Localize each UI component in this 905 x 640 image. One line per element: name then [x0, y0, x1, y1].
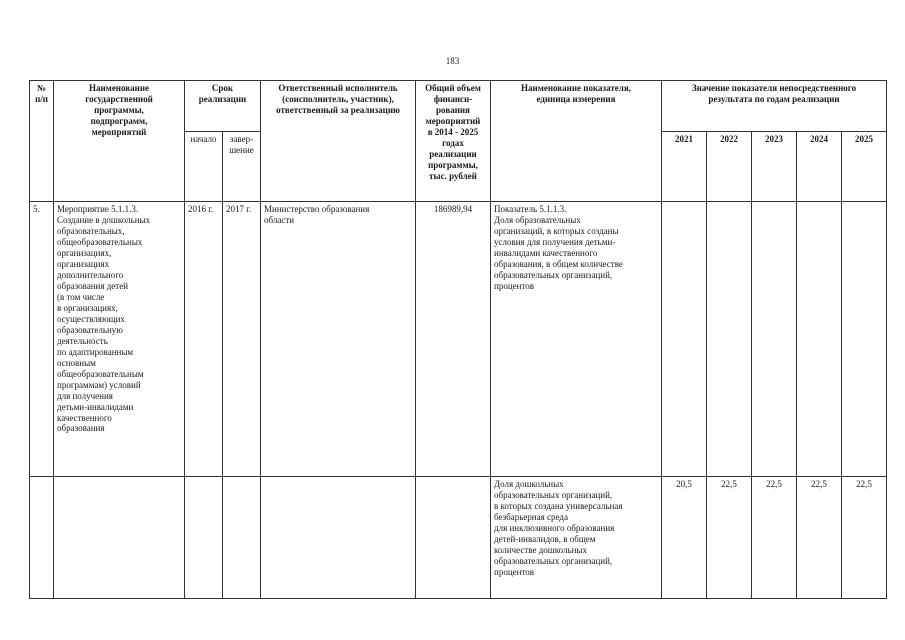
row-start: 2016 г.	[185, 202, 223, 477]
header-name: Наименование государственной программы, подпрограмм, мероприятий	[54, 81, 185, 202]
row-volume: 186989,94	[416, 202, 491, 477]
row-volume	[416, 476, 491, 598]
header-year-2023: 2023	[752, 131, 797, 201]
row-name: Мероприятие 5.1.1.3. Создание в дошкольных образовательных, общеобразовательных организациях, организациях дополнительного образования детей (в том числе в организациях, осуществляющих образовательную деятельность по адаптированным основным общеобразовательным программам) условий для получения детьми-инвалидами качественного образования	[54, 202, 185, 477]
row-start	[185, 476, 223, 598]
header-indicator: Наименование показателя, единица измерения	[491, 81, 662, 202]
header-year-2021: 2021	[662, 131, 707, 201]
row-indicator: Показатель 5.1.1.3. Доля образовательных организаций, в которых созданы условия для получения детьми- инвалидами качественного образования, в общем количестве образовательных организаций, процентов	[491, 202, 662, 477]
table-row	[30, 202, 887, 477]
header-year-2024: 2024	[797, 131, 842, 201]
row-end: 2017 г.	[223, 202, 261, 477]
header-volume: Общий объем финанси- рования мероприятий в 2014 - 2025 годах реализации программы, тыс. рублей	[416, 81, 491, 202]
row-end	[223, 476, 261, 598]
row-indicator: Доля дошкольных образовательных организаций, в которых создана универсальная безбарьерная среда для инклюзивного образования детей-инвалидов, в общем количестве дошкольных образовательных организаций, процентов	[491, 476, 662, 598]
row-value-2021: 20,5	[662, 476, 707, 598]
row-num	[30, 476, 54, 598]
row-value-2023: 22,5	[752, 476, 797, 598]
table-row	[30, 476, 887, 598]
row-value-2025	[842, 202, 887, 477]
row-value-2022: 22,5	[707, 476, 752, 598]
row-value-2024	[797, 202, 842, 477]
header-term-end: завер- шение	[223, 131, 261, 201]
header-year-2022: 2022	[707, 131, 752, 201]
header-num: № п/п	[30, 81, 54, 202]
row-num: 5.	[30, 202, 54, 477]
row-name	[54, 476, 185, 598]
header-executor: Ответственный исполнитель (соисполнитель, участник), ответственный за реализацию	[261, 81, 416, 202]
header-term: Срок реализации	[185, 81, 261, 132]
row-executor	[261, 476, 416, 598]
row-value-2023	[752, 202, 797, 477]
header-row-1	[30, 81, 887, 132]
row-value-2025: 22,5	[842, 476, 887, 598]
program-table	[29, 80, 887, 599]
header-values: Значение показателя непосредственного результата по годам реализации	[662, 81, 887, 132]
row-value-2022	[707, 202, 752, 477]
row-value-2024: 22,5	[797, 476, 842, 598]
page-number: 183	[445, 56, 460, 66]
header-year-2025: 2025	[842, 131, 887, 201]
row-executor: Министерство образования области	[261, 202, 416, 477]
header-term-start: начало	[185, 131, 223, 201]
row-value-2021	[662, 202, 707, 477]
